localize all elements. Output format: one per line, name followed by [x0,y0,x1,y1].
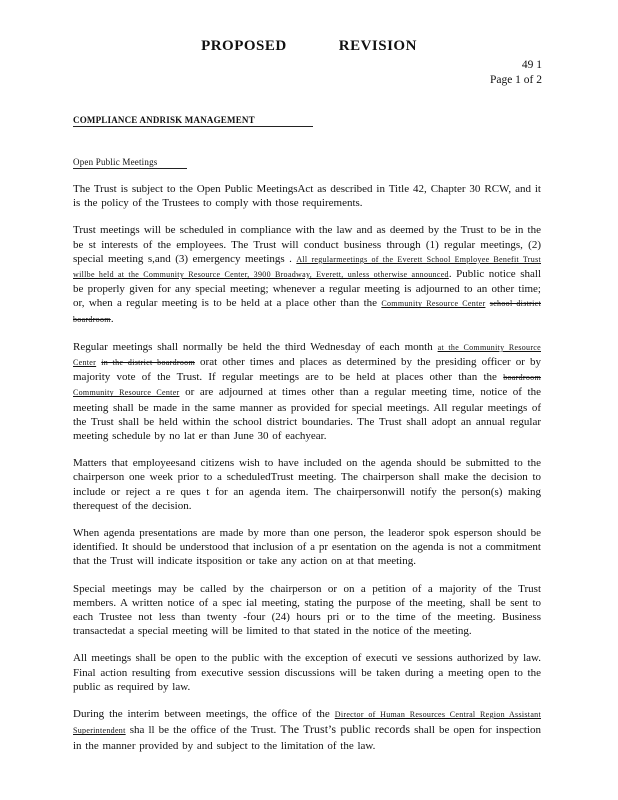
p3-end-text: or are adjourned at times other than a regular meeting time, notice of the meeting shall be made in the same manner as provided for special meetings. All regular meetings of the Trust shall be held within the school district boundaries. The Trust shall adopt an annual regular meeting schedule by no lat er than June 30 of eachyear. [73,386,541,443]
subsection-heading: Open Public Meetings [73,157,158,167]
paragraph-policy: The Trust is subject to the Open Public MeetingsAct as described in Title 42, Chapter 30 RCW, and it is the policy of the Trustees to comply with those requirements. [73,183,541,210]
p3-deleted-boardroom-2: boardroom [503,373,542,383]
doc-number: 49 1 [521,59,542,71]
title-revision: REVISION [338,38,417,54]
paragraph-agenda-matters: Matters that employeesand citizens wish to have included on the agenda should be submitted to the chairperson one week prior to a scheduledTrust meeting. The chairperson shall make the decision to include or reject a re ques t for an agenda item. The chairpersonwill notify the person(s) making therequest of the decision. [73,457,541,512]
title-proposed: PROPOSED [201,38,287,54]
p3-deleted-boardroom: in the district boardroom [101,358,195,368]
page-number-block [490,58,542,88]
p2-inserted-crc: Community Resource Center [381,299,486,309]
paragraph-interim-office [73,707,541,753]
p2-deleted-boardroom: school district boardroom [73,299,541,324]
p2-period: . [110,312,114,325]
paragraph-trust-meetings [73,223,541,326]
subsection-heading-underline [73,168,187,169]
paragraph-regular-meetings [73,340,541,443]
section-heading: COMPLIANCE ANDRISK MANAGEMENT [73,115,255,125]
p3-text: Regular meetings shall normally be held the third Wednesday of each month [73,340,433,353]
p8-public-records: The Trust’s public records [280,722,411,737]
p3-inserted-crc-2: Community Resource Center [73,388,180,398]
document-body [73,182,541,766]
paragraph-presentations: When agenda presentations are made by more than one person, the leaderor spok esperson should be identified. It should be understood that inclusion of a pr esentation on the agenda is not a commitment that the Trust will indicate itsposition or take any action on at that meeting. [73,527,541,568]
document-title [0,38,618,55]
p2-notice-text: . Public notice shall be properly given for any special meeting; whenever a regular meeting is adjourned to an other time; or, when a regular meeting is to be held at a place other than the [73,268,542,310]
p2-inserted-location: All regularmeetings of the Everett School Employee Benefit Trust willbe held at the Community Resource Center, 3900 Broadway, Everett, unless otherwise announced [73,254,542,280]
paragraph-special-meetings: Special meetings may be called by the chairperson or on a petition of a majority of the Trust members. A written notice of a spec ial meeting, stating the purpose of the meeting, shall be sent to each Trustee not less than twenty -four (24) hours pri or to the time of the meeting. Business transactedat a special meeting will be limited to that stated in the notice of the meeting. [73,582,541,638]
p8-office-text: sha ll be the office of the Trust. [129,724,277,737]
paragraph-open-meetings: All meetings shall be open to the public with the exception of executi ve sessions authorized by law. Final action resulting from executive session discussions will be taken during a meeting open to the public as required by law. [73,652,541,693]
section-heading-underline [73,126,313,127]
p8-end-text: shall be open for inspection in the manner provided by and subject to the limitation of the law. [73,724,541,752]
p8-inserted-office: Director of Human Resources Central Region Assistant Superintendent [73,710,541,736]
p3-inserted-crc: at the Community Resource Center [73,342,541,368]
page-indicator: Page 1 of 2 [489,74,542,86]
p2-text: Trust meetings will be scheduled in compliance with the law and as deemed by the Trust to be in the be st interests of the employees. The Trust will conduct business through (1) regular meetings, (2) special meeting s,and (3) emergency meetings . [73,224,541,265]
p8-text: During the interim between meetings, the office of the [73,708,330,721]
p3-middle-text: orat other times and places as determined by the presiding officer or by majority vote of the Trust. If regular meetings are to be held at places other than the [73,356,542,384]
